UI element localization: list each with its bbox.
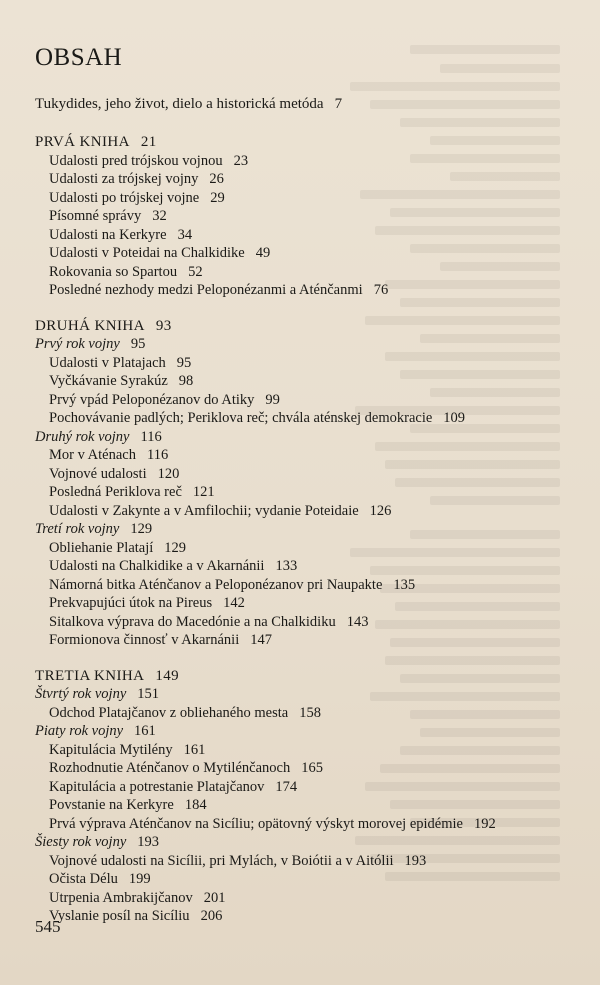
toc-entry bbox=[35, 263, 590, 282]
book-title: TRETIA KNIHA bbox=[35, 667, 145, 684]
toc-entry bbox=[35, 631, 590, 650]
toc-entry-page: 120 bbox=[157, 465, 180, 482]
toc-entry-page: 52 bbox=[188, 263, 203, 280]
toc-entry-text: Prekvapujúci útok na Pireus bbox=[49, 595, 213, 611]
toc-entry-page: 76 bbox=[373, 282, 389, 298]
toc-entry-page: 161 bbox=[134, 723, 156, 739]
toc-entry-text: Sitalkova výprava do Macedónie a na Chalkidiku bbox=[49, 613, 336, 630]
toc-entry-page: 98 bbox=[178, 373, 194, 389]
bleed-line bbox=[350, 82, 560, 91]
toc-entry bbox=[35, 189, 590, 208]
toc-entry-page: 193 bbox=[137, 834, 160, 850]
toc-entry-page: 95 bbox=[130, 336, 146, 352]
intro-entry bbox=[35, 96, 342, 113]
war-year-title: Šiesty rok vojny bbox=[35, 834, 127, 850]
book-page-number: 149 bbox=[155, 667, 180, 684]
toc-entry-page: 206 bbox=[200, 908, 223, 924]
toc-entry bbox=[35, 409, 590, 428]
page-number: 545 bbox=[35, 917, 61, 936]
toc-entry bbox=[35, 889, 590, 908]
toc-entry-page: 158 bbox=[299, 704, 321, 721]
toc-entry-text: Udalosti za trójskej vojny bbox=[49, 171, 199, 187]
book-page-number: 93 bbox=[155, 317, 172, 334]
toc-entry bbox=[35, 152, 590, 171]
toc-entry-text: Písomné správy bbox=[49, 208, 142, 224]
toc-entry-page: 174 bbox=[275, 778, 298, 795]
toc-entry-text: Obliehanie Platají bbox=[49, 539, 154, 556]
toc-entry-text: Posledná Periklova reč bbox=[49, 484, 182, 500]
toc-entry-text: Rozhodnutie Aténčanov o Mytilénčanoch bbox=[49, 760, 291, 776]
toc-entry bbox=[35, 354, 590, 373]
toc-entry-page: 133 bbox=[275, 558, 298, 574]
toc-entry-text: Udalosti na Kerkyre bbox=[49, 226, 167, 243]
toc-entry-page: 126 bbox=[369, 502, 392, 519]
toc-entry-page: 143 bbox=[346, 613, 369, 630]
toc-entry bbox=[35, 539, 590, 558]
toc-entry bbox=[35, 281, 590, 300]
toc-entry-text: Prvý vpád Peloponézanov do Atiky bbox=[49, 391, 255, 408]
intro-entry-page: 7 bbox=[334, 96, 343, 112]
toc-entry bbox=[35, 244, 590, 263]
toc-entry-text: Udalosti v Zakynte a v Amfilochii; vydanie Poteidaie bbox=[49, 502, 359, 519]
war-year-title: Štvrtý rok vojny bbox=[35, 686, 127, 702]
toc-entry-text: Utrpenia Ambrakijčanov bbox=[49, 889, 193, 906]
toc-entry-page: 32 bbox=[152, 208, 167, 224]
toc-entry-page: 193 bbox=[404, 852, 427, 869]
toc-entry-page: 129 bbox=[130, 521, 153, 537]
war-year-title: Druhý rok vojny bbox=[35, 428, 130, 445]
bleed-line bbox=[410, 45, 560, 54]
book-items bbox=[35, 685, 590, 926]
book-section bbox=[35, 317, 590, 650]
toc-entry-page: 161 bbox=[183, 741, 206, 758]
war-year-title: Tretí rok vojny bbox=[35, 521, 120, 537]
toc-entry bbox=[35, 594, 590, 613]
war-year-title: Prvý rok vojny bbox=[35, 336, 120, 352]
toc-entry-text: Vojnové udalosti bbox=[49, 465, 147, 482]
toc-entry-page: 29 bbox=[210, 189, 225, 206]
toc-entry bbox=[35, 446, 590, 465]
toc-entry bbox=[35, 907, 590, 926]
toc-entry-page: 142 bbox=[223, 595, 245, 611]
toc-entry bbox=[35, 852, 590, 871]
book-section bbox=[35, 667, 590, 926]
table-of-contents bbox=[35, 133, 590, 943]
toc-entry-page: 165 bbox=[301, 760, 323, 776]
bleed-line bbox=[370, 100, 560, 109]
toc-entry-page: 99 bbox=[265, 391, 280, 408]
toc-entry bbox=[35, 741, 590, 760]
toc-entry bbox=[35, 796, 590, 815]
toc-entry-text: Očista Délu bbox=[49, 871, 118, 887]
toc-entry-page: 129 bbox=[164, 539, 187, 556]
book-items bbox=[35, 152, 590, 300]
toc-entry bbox=[35, 226, 590, 245]
toc-entry-page: 201 bbox=[203, 889, 226, 906]
toc-entry-text: Odchod Platajčanov z obliehaného mesta bbox=[49, 704, 289, 721]
toc-entry-text: Formionova činnosť v Akarnánii bbox=[49, 632, 240, 648]
toc-entry bbox=[35, 778, 590, 797]
toc-entry bbox=[35, 372, 590, 391]
book-title: PRVÁ KNIHA bbox=[35, 134, 130, 150]
toc-entry-text: Udalosti pred trójskou vojnou bbox=[49, 152, 223, 169]
war-year-heading bbox=[35, 685, 590, 704]
toc-entry-text: Posledné nezhody medzi Peloponézanmi a Aténčanmi bbox=[49, 282, 363, 298]
toc-entry-page: 26 bbox=[209, 171, 224, 187]
toc-entry-page: 147 bbox=[250, 632, 272, 648]
toc-entry-text: Mor v Aténach bbox=[49, 447, 136, 463]
toc-entry-page: 34 bbox=[177, 226, 193, 243]
toc-entry-text: Povstanie na Kerkyre bbox=[49, 797, 174, 813]
toc-entry bbox=[35, 613, 590, 632]
toc-entry bbox=[35, 483, 590, 502]
toc-entry bbox=[35, 391, 590, 410]
toc-entry-text: Kapitulácia a potrestanie Platajčanov bbox=[49, 778, 265, 795]
bleed-line bbox=[400, 118, 560, 127]
toc-entry-text: Udalosti na Chalkidike a v Akarnánii bbox=[49, 558, 265, 574]
toc-entry bbox=[35, 557, 590, 576]
toc-entry-page: 23 bbox=[233, 152, 249, 169]
toc-entry-page: 116 bbox=[146, 447, 169, 463]
toc-entry-text: Prvá výprava Aténčanov na Sicíliu; opätovný výskyt morovej epidémie bbox=[49, 815, 463, 832]
book-page-number: 21 bbox=[140, 134, 157, 150]
toc-entry bbox=[35, 502, 590, 521]
toc-entry-text: Kapitulácia Mytilény bbox=[49, 741, 173, 758]
war-year-title: Piaty rok vojny bbox=[35, 723, 124, 739]
war-year-heading bbox=[35, 833, 590, 852]
toc-entry-page: 116 bbox=[140, 428, 162, 445]
toc-entry-page: 95 bbox=[176, 354, 192, 371]
bleed-line bbox=[440, 64, 560, 73]
toc-entry-page: 121 bbox=[192, 484, 215, 500]
book-heading bbox=[35, 133, 590, 152]
toc-entry bbox=[35, 207, 590, 226]
toc-entry-page: 192 bbox=[473, 815, 496, 832]
toc-entry bbox=[35, 704, 590, 723]
toc-entry-page: 199 bbox=[128, 871, 151, 887]
intro-entry-text: Tukydides, jeho život, dielo a historická metóda bbox=[35, 96, 324, 112]
toc-entry-text: Rokovania so Spartou bbox=[49, 263, 178, 280]
toc-entry-text: Udalosti po trójskej vojne bbox=[49, 189, 200, 206]
war-year-heading bbox=[35, 722, 590, 741]
toc-entry-text: Vojnové udalosti na Sicílii, pri Mylách, v Boiótii a v Aitólii bbox=[49, 852, 394, 869]
war-year-heading bbox=[35, 520, 590, 539]
toc-entry-text: Námorná bitka Aténčanov a Peloponézanov pri Naupakte bbox=[49, 576, 383, 593]
toc-entry bbox=[35, 759, 590, 778]
book-heading bbox=[35, 667, 590, 686]
toc-entry-page: 49 bbox=[255, 245, 271, 261]
toc-entry-page: 135 bbox=[393, 576, 416, 593]
toc-entry-page: 109 bbox=[443, 410, 466, 426]
toc-entry bbox=[35, 870, 590, 889]
toc-entry-page: 184 bbox=[184, 797, 207, 813]
book-items bbox=[35, 335, 590, 650]
toc-entry-text: Vyslanie posíl na Sicíliu bbox=[49, 908, 190, 924]
book-heading bbox=[35, 317, 590, 336]
war-year-heading bbox=[35, 428, 590, 447]
toc-entry-text: Udalosti v Platajach bbox=[49, 354, 166, 371]
page-title: OBSAH bbox=[35, 44, 123, 71]
toc-entry-text: Vyčkávanie Syrakúz bbox=[49, 373, 168, 389]
toc-entry-text: Udalosti v Poteidai na Chalkidike bbox=[49, 245, 245, 261]
book-section bbox=[35, 133, 590, 300]
toc-entry bbox=[35, 815, 590, 834]
toc-entry bbox=[35, 170, 590, 189]
toc-entry bbox=[35, 465, 590, 484]
toc-entry-text: Pochovávanie padlých; Periklova reč; chvála aténskej demokracie bbox=[49, 410, 433, 426]
toc-entry bbox=[35, 576, 590, 595]
war-year-heading bbox=[35, 335, 590, 354]
book-title: DRUHÁ KNIHA bbox=[35, 317, 145, 334]
toc-entry-page: 151 bbox=[137, 686, 160, 702]
